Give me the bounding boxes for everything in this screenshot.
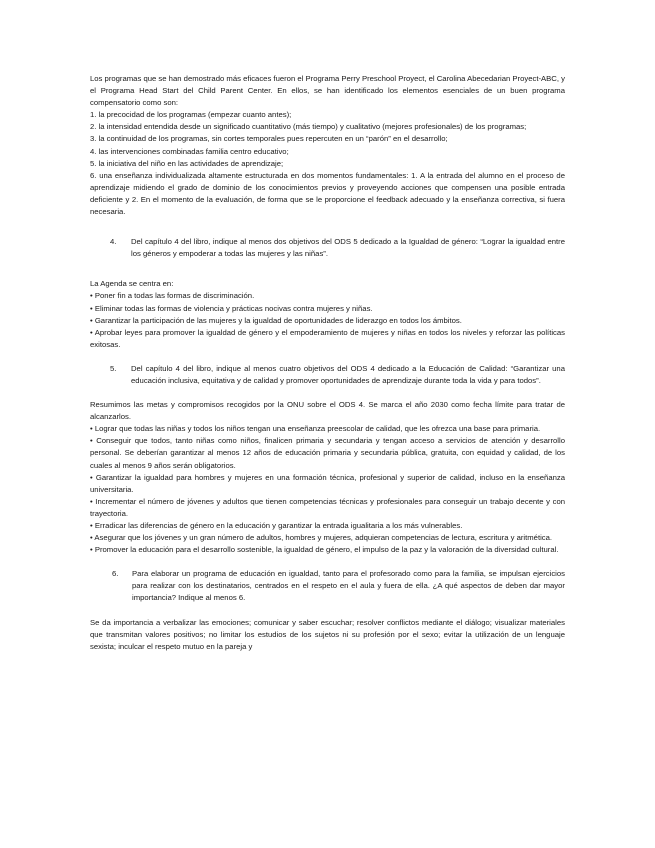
ods4-intro: Resumimos las metas y compromisos recogidos por la ONU sobre el ODS 4. Se marca el año 2030 como fecha límite para tratar de alcanzarlos. — [90, 400, 565, 422]
intro-item-5: 5. la iniciativa del niño en las actividades de aprendizaje; — [90, 158, 284, 168]
question-4-number: 4. — [110, 237, 117, 247]
intro-paragraph: Los programas que se han demostrado más eficaces fueron el Programa Perry Preschool Proyect, el Carolina Abecedarian Proyect-ABC, y el Programa Head Start del Child Parent Center. En ellos, se han identificado los elementos esenciales de un buen programa compensatorio como son: — [90, 74, 565, 108]
intro-item-3: 3. la continuidad de los programas, sin cortes temporales pues repercuten en un “parón” en el desarrollo; — [90, 134, 448, 144]
agenda-item-3: • Garantizar la participación de las mujeres y la igualdad de oportunidades de liderazgo en todos los ámbitos. — [90, 315, 462, 325]
ods4-item-6: • Asegurar que los jóvenes y un gran número de adultos, hombres y mujeres, adquieran competencias de lectura, escritura y aritmética. — [90, 533, 553, 543]
question-5-text: Del capítulo 4 del libro, indique al menos cuatro objetivos del ODS 4 dedicado a la Educación de Calidad: “Garantizar una educación inclusiva, equitativa y de calidad y promover oportunidades de aprendizaje durante toda la vida y para todos”. — [131, 363, 565, 385]
intro-item-6: 6. una enseñanza individualizada altamente estructurada en dos momentos fundamentales: 1. A la entrada del alumno en el proceso de aprendizaje midiendo el grado de dominio de los conocimientos previos y proveyendo acciones que compensen una posible entrada deficiente y 2. En el momento de la evaluación, de forma que se le proporcione el feedback adecuado y la enseñanza correctiva, si fuera necesaria. — [90, 170, 565, 217]
question-6-text: Para elaborar un programa de educación en igualdad, tanto para el profesorado como para la familia, se impulsan ejercicios para realizar con los destinatarios, centrados en el respeto en el aula y fuera de ella. ¿A qué aspectos de deben dar mayor importancia? Indique al menos 6. — [132, 569, 565, 603]
ods4-item-3: • Garantizar la igualdad para hombres y mujeres en una formación técnica, profesional y superior de calidad, incluso en la enseñanza universitaria. — [90, 472, 565, 494]
question-6-number: 6. — [112, 569, 119, 579]
intro-item-2: 2. la intensidad entendida desde un significado cuantitativo (más tiempo) y cualitativo (mejores profesionales) de los programas; — [90, 122, 527, 132]
ods4-item-5: • Erradicar las diferencias de género en la educación y garantizar la entrada igualitaria a los más vulnerables. — [90, 521, 463, 530]
question-5 — [110, 363, 565, 387]
question-4 — [110, 236, 565, 260]
ods4-item-7: • Promover la educación para el desarrollo sostenible, la igualdad de género, el impulso de la paz y la valoración de la diversidad cultural. — [90, 545, 559, 555]
ods4-item-1: • Lograr que todas las niñas y todos los niños tengan una enseñanza preescolar de calidad, que les ofrezca una base para primaria. — [90, 424, 541, 434]
agenda-item-2: • Eliminar todas las formas de violencia y prácticas nocivas contra mujeres y niñas. — [90, 303, 373, 313]
intro-section — [90, 73, 565, 218]
question-4-text: Del capítulo 4 del libro, indique al menos dos objetivos del ODS 5 dedicado a la Igualdad de género: “Lograr la igualdad entre los géneros y empoderar a todas las mujeres y las niñas”. — [131, 237, 565, 259]
closing-paragraph: Se da importancia a verbalizar las emociones; comunicar y saber escuchar; resolver conflictos mediante el diálogo; visualizar materiales que transmitan valores positivos; no limitar los estudios de los sujetos ni su profesión por el sexo; evitar la utilización de un lenguaje sexista; inculcar el respeto mutuo en la pareja y — [90, 617, 565, 651]
ods4-section — [90, 399, 565, 556]
question-5-number: 5. — [110, 363, 117, 373]
agenda-item-1: • Poner fin a todas las formas de discriminación. — [90, 291, 255, 301]
agenda-heading: La Agenda se centra en: — [90, 279, 174, 289]
ods4-item-2: • Conseguir que todos, tanto niñas como niños, finalicen primaria y secundaria y tengan acceso a servicios de atención y desarrollo personal. Se deberían garantizar al menos 12 años de educación primaria y secundaria pública, gratuita, con equidad y calidad, de los cuales al menos 9 años serán obligatorios. — [90, 436, 565, 470]
question-6 — [112, 568, 565, 604]
agenda-item-4: • Aprobar leyes para promover la igualdad de género y el empoderamiento de mujeres y niñas en todos los niveles y reforzar las políticas exitosas. — [90, 327, 565, 349]
intro-item-4: 4. las intervenciones combinadas familia centro educativo; — [90, 146, 289, 156]
intro-item-1: 1. la precocidad de los programas (empezar cuanto antes); — [90, 110, 292, 120]
ods4-item-4: • Incrementar el número de jóvenes y adultos que tienen competencias técnicas y profesionales para conseguir un trabajo decente y con trayectoria. — [90, 496, 565, 518]
closing-section — [90, 617, 565, 653]
agenda-section — [90, 278, 565, 351]
